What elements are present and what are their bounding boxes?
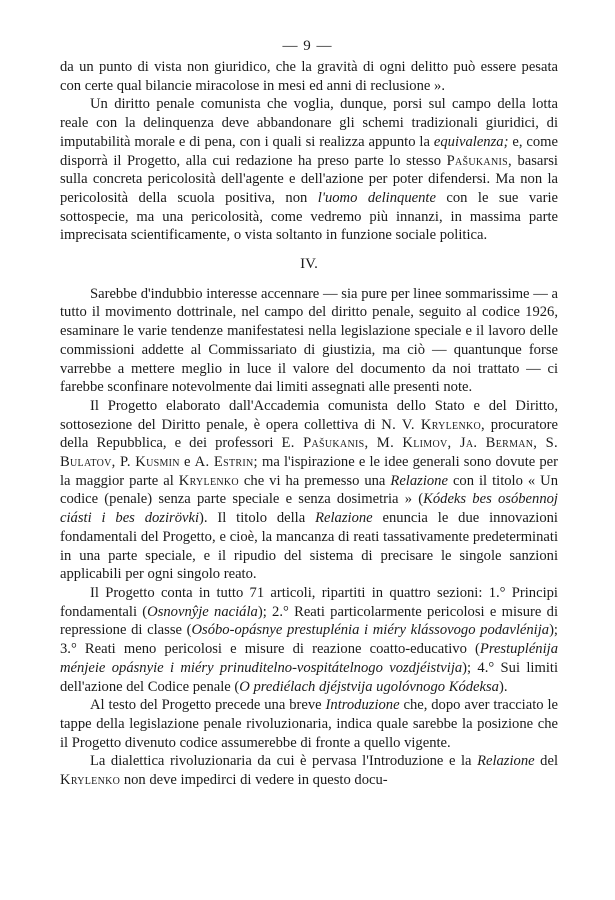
page-number: — 9 — [282,38,333,54]
author-name: N. V. Krylenko, [381,416,485,433]
italic-term: Osnovnŷje naciála [147,603,258,620]
paragraph: La dialettica rivoluzionaria da cui è pervasa l'Introduzione e la Relazione del Krylenko non deve impedirci di vedere in questo docu- [60,753,558,789]
italic-term: Osóbo-opásnye prestuplénia i miéry klássovogo podavlénija [191,622,550,639]
author-name: Krylenko [60,772,121,789]
paragraph: Un diritto penale comunista che voglia, dunque, porsi sul campo della lotta reale con la delinquenza deve abbandonare gli schemi tradizionali giuridici, di imputabilità morale e di pena, con i quali si realizza appunto la equivalenza; e, come disporrà il Progetto, alla cui redazione ha preso parte lo stesso Pašukanis, basarsi sulla concreta pericolosità dell'agente e dell'azione per poter difendersi. Ma non la pericolosità della scuola positiva, non l'uomo delinquente con le sue varie sottospecie, ma una pericolosità, come vedremo più innanzi, in massima parte imprecisata scientificamente, o vista soltanto in funzione sociale politica. [60,96,558,244]
italic-term: equivalenza; [433,133,509,150]
author-name: E. Pašukanis, M. Klimov, Ja. Berman, S. Bulatov, P. Kusmin [60,435,559,471]
author-name: Pašukanis, [446,152,512,169]
author-name: Krylenko [178,472,239,489]
italic-term: l'uomo delinquente [317,189,436,206]
author-name: A. Estrin; [194,454,258,471]
body-text [60,58,558,790]
section-heading: IV. [300,256,318,273]
italic-term: Relazione [390,472,448,489]
italic-term: Relazione [315,510,373,527]
italic-term: Introduzione [325,697,400,714]
paragraph: Il Progetto conta in tutto 71 articoli, ripartiti in quattro sezioni: 1.° Principi fondamentali (Osnovnŷje naciála); 2.° Reati particolarmente pericolosi e misure di repressione di classe (Osóbo-opásnye prestuplénia i miéry klássovogo podavlénija); 3.° Reati meno pericolosi e misure di reazione coatto-educativo (Prestuplénija ménjeie opásnyie i miéry prinuditelno-vospitátelnogo vozdjéistvija); 4.° Sui limiti dell'azione del Codice penale (O prediélach djéjstvija ugolóvnogo Kódeksa). [60,584,558,695]
italic-term: Relazione [477,753,535,770]
paragraph: Al testo del Progetto precede una breve Introduzione che, dopo aver tracciato le tappe della legislazione penale rivoluzionaria, indica quale sarebbe la posizione che il Progetto divenuto codice assumerebbe di fronte a quello vigente. [60,697,558,751]
italic-term: O prediélach djéjstvija ugolóvnogo Kódeksa [239,678,499,695]
italic-term: Prestuplénija ménjeie opásnyie i miéry prinuditelno-vospitátelnogo vozdjéistvija [60,641,558,676]
paragraph: Il Progetto elaborato dall'Accademia comunista dello Stato e del Diritto, sottosezione del Diritto penale, è opera collettiva di N. V. Krylenko, procuratore della Repubblica, e dei professori E. Pašukanis, M. Klimov, Ja. Berman, S. Bulatov, P. Kusmin e A. Estrin; ma l'ispirazione e le idee generali sono dovute per la maggior parte al Krylenko che vi ha premesso una Relazione con il titolo « Un codice (penale) senza parte speciale e senza dosimetria » (Kódeks bes osóbennoj ciásti i bes dozirövki). Il titolo della Relazione enuncia le due innovazioni fondamentali del Progetto, e cioè, la mancanza di reati tassativamente predeterminati in una parte speciale, e il ripudio del sistema di precisare le singole sanzioni applicabili per ogni singolo reato. [60,397,559,583]
paragraph: Sarebbe d'indubbio interesse accennare — sia pure per linee sommarissime — a tutto il movimento dottrinale, nel campo del diritto penale, seguito al codice 1926, esaminare le varie tendenze manifestatesi nella legislazione speciale e il lavoro delle commissioni addette al Commissariato di giustizia, ma ciò — quantunque forse varrebbe a mettere meglio in luce il valore del documento da noi trattato — ci farebbe sconfinare notevolmente dai limiti assegnati alle presenti note. [60,285,558,396]
italic-term: Kódeks bes osóbennoj ciásti i bes dozirövki [60,491,558,527]
paragraph: da un punto di vista non giuridico, che la gravità di ogni delitto può essere pesata con certe qual bilancie miracolose in mesi ed anni di reclusione ». [60,59,558,94]
